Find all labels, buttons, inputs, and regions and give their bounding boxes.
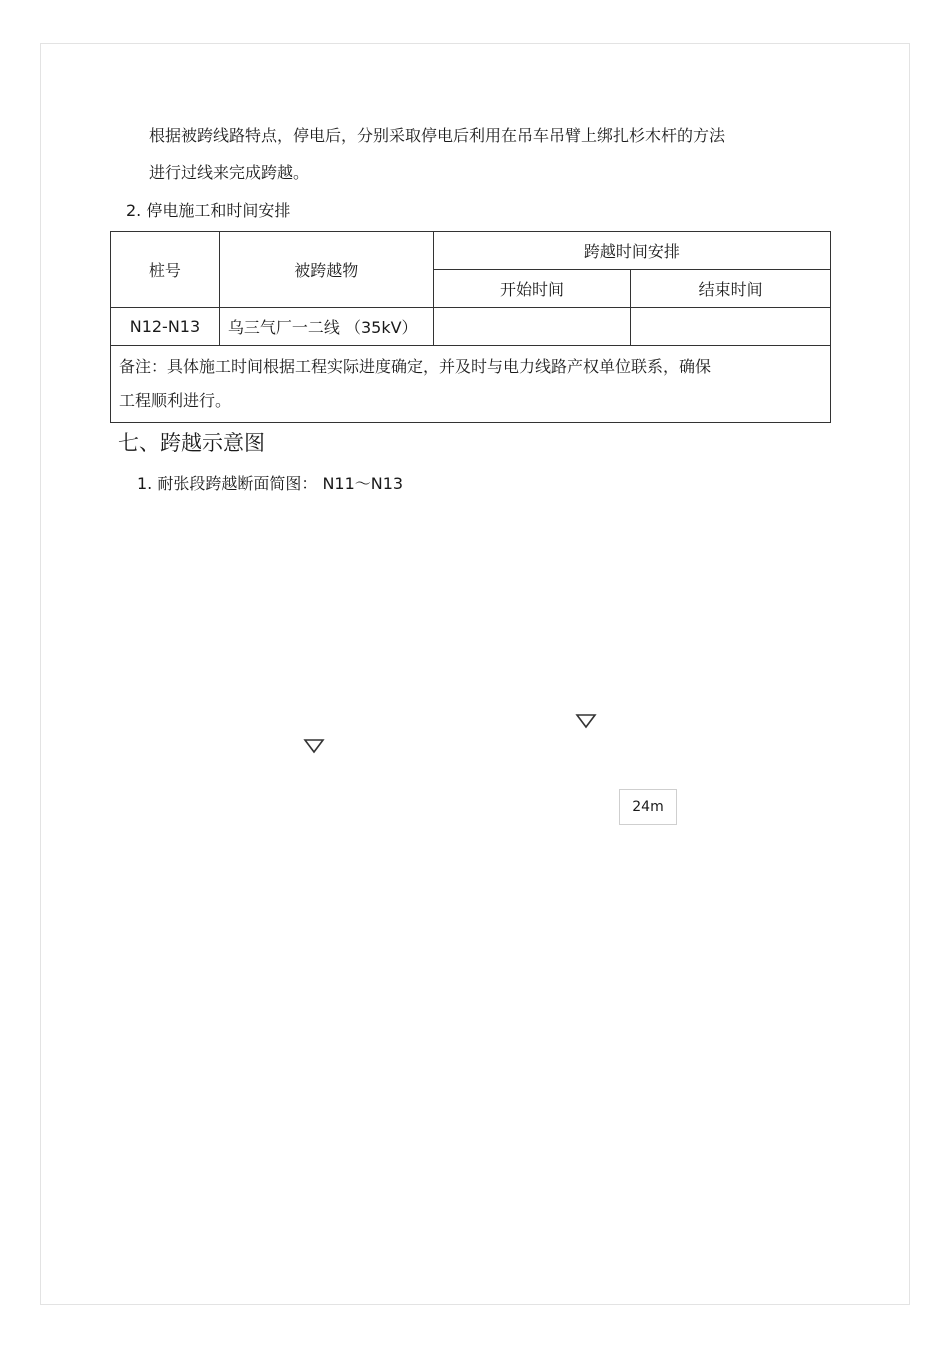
body-text-line-1: 根据被跨线路特点，停电后，分别采取停电后利用在吊车吊臂上绑扎杉木杆的方法 <box>149 126 726 145</box>
table-note <box>111 346 831 423</box>
schedule-table <box>110 231 831 423</box>
dimension-label: 24m <box>619 789 677 825</box>
cell-end-time <box>631 308 831 346</box>
note-line-1: 备注：具体施工时间根据工程实际进度确定，并及时与电力线路产权单位联系，确保 <box>119 357 712 376</box>
triangle-down-outline-icon <box>303 737 325 755</box>
section-7-title: 七、跨越示意图 <box>118 431 265 455</box>
header-start-time: 开始时间 <box>433 270 631 308</box>
cell-pile-no: N12-N13 <box>111 308 220 346</box>
table-header-row-1 <box>111 232 831 270</box>
header-end-time: 结束时间 <box>631 270 831 308</box>
subsection-1-title: 1. 耐张段跨越断面简图： N11～N13 <box>137 474 404 493</box>
table-row <box>111 308 831 346</box>
body-text-line-2: 进行过线来完成跨越。 <box>149 163 310 182</box>
triangle-down-outline-icon <box>575 712 597 730</box>
subsection-2-title: 2. 停电施工和时间安排 <box>126 201 291 220</box>
header-crossing-schedule: 跨越时间安排 <box>433 232 830 270</box>
table-note-row <box>111 346 831 423</box>
note-line-2: 工程顺利进行。 <box>119 391 232 410</box>
cell-start-time <box>433 308 631 346</box>
cell-crossed-object: 乌三气厂一二线 （35kV） <box>219 308 433 346</box>
header-pile-no: 桩号 <box>111 232 220 308</box>
header-crossed-object: 被跨越物 <box>219 232 433 308</box>
